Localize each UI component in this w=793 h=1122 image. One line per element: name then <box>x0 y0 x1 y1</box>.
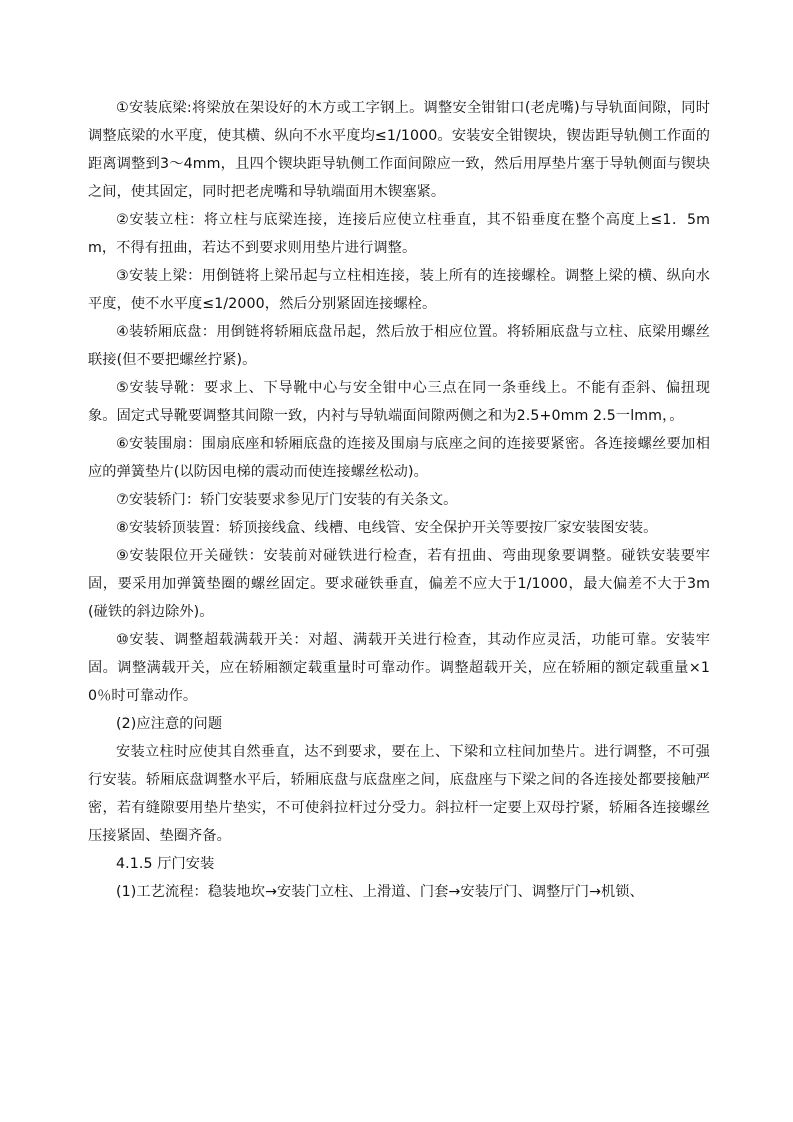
paragraph-overload-switch: ⑩安装、调整超载满载开关：对超、满载开关进行检查，其动作应灵活，功能可靠。安装牢固。调整满载开关，应在轿厢额定载重量时可靠动作。调整超载开关，应在轿厢的额定载重量×10％时可靠动作。 <box>88 632 710 704</box>
paragraph-install-car-floor: ④装轿厢底盘：用倒链将轿厢底盘吊起，然后放于相应位置。将轿厢底盘与立柱、底梁用螺丝联接(但不要把螺丝拧紧)。 <box>88 324 710 368</box>
paragraph-install-bottom-beam: ①安装底梁:将梁放在架设好的木方或工字钢上。调整安全钳钳口(老虎嘴)与导轨面间隙，同时调整底梁的水平度，使其横、纵向不水平度均≤1/1000。安装安全钳锲块，锲齿距导轨侧工作面的距离调整到3～4mm，且四个锲块距导轨侧工作面间隙应一致，然后用厚垫片塞于导轨侧面与锲块之间，使其固定，同时把老虎嘴和导轨端面用木锲塞紧。 <box>88 100 710 200</box>
paragraph-install-top-beam: ③安装上梁：用倒链将上梁吊起与立柱相连接，装上所有的连接螺栓。调整上梁的横、纵向水平度，使不水平度≤1/2000，然后分别紧固连接螺栓。 <box>88 268 710 312</box>
paragraph-install-enclosure: ⑥安装围扇：围扇底座和轿厢底盘的连接及围扇与底座之间的连接要紧密。各连接螺丝要加相应的弹簧垫片(以防因电梯的震动而使连接螺丝松动)。 <box>88 436 710 480</box>
paragraph-install-column: ②安装立柱：将立柱与底梁连接，连接后应使立柱垂直，其不铅垂度在整个高度上≤1．5mm，不得有扭曲，若达不到要求则用垫片进行调整。 <box>88 212 710 256</box>
paragraph-process-flow: (1)工艺流程：稳装地坎→安装门立柱、上滑道、门套→安装厅门、调整厅门→机锁、 <box>116 884 644 900</box>
heading-notes: (2)应注意的问题 <box>116 716 223 732</box>
paragraph-install-car-top-device: ⑧安装轿顶装置：轿顶接线盒、线槽、电线管、安全保护开关等要按厂家安装图安装。 <box>116 520 658 536</box>
paragraph-notes: 安装立柱时应使其自然垂直，达不到要求，要在上、下梁和立柱间加垫片。进行调整，不可强行安装。轿厢底盘调整水平后，轿厢底盘与底盘座之间，底盘座与下梁之间的各连接处都要接触严密，若有缝隙要用垫片垫实，不可使斜拉杆过分受力。斜拉杆一定要上双母拧紧，轿厢各连接螺丝压接紧固、垫圈齐备。 <box>88 744 710 844</box>
paragraph-install-guide-shoe: ⑤安装导靴：要求上、下导靴中心与安全钳中心三点在同一条垂线上。不能有歪斜、偏扭现象。固定式导靴要调整其间隙一致，内衬与导轨端面间隙两侧之和为2.5+0mm 2.5一lmm，。 <box>88 380 710 424</box>
document-body <box>88 94 710 906</box>
paragraph-install-limit-switch-cam: ⑨安装限位开关碰铁：安装前对碰铁进行检查，若有扭曲、弯曲现象要调整。碰铁安装要牢固，要采用加弹簧垫圈的螺丝固定。要求碰铁垂直，偏差不应大于1/1000，最大偏差不大于3m(碰铁的斜边除外)。 <box>88 548 710 620</box>
heading-hall-door-install: 4.1.5 厅门安装 <box>116 856 215 872</box>
paragraph-install-car-door: ⑦安装轿门：轿门安装要求参见厅门安装的有关条文。 <box>116 492 458 508</box>
